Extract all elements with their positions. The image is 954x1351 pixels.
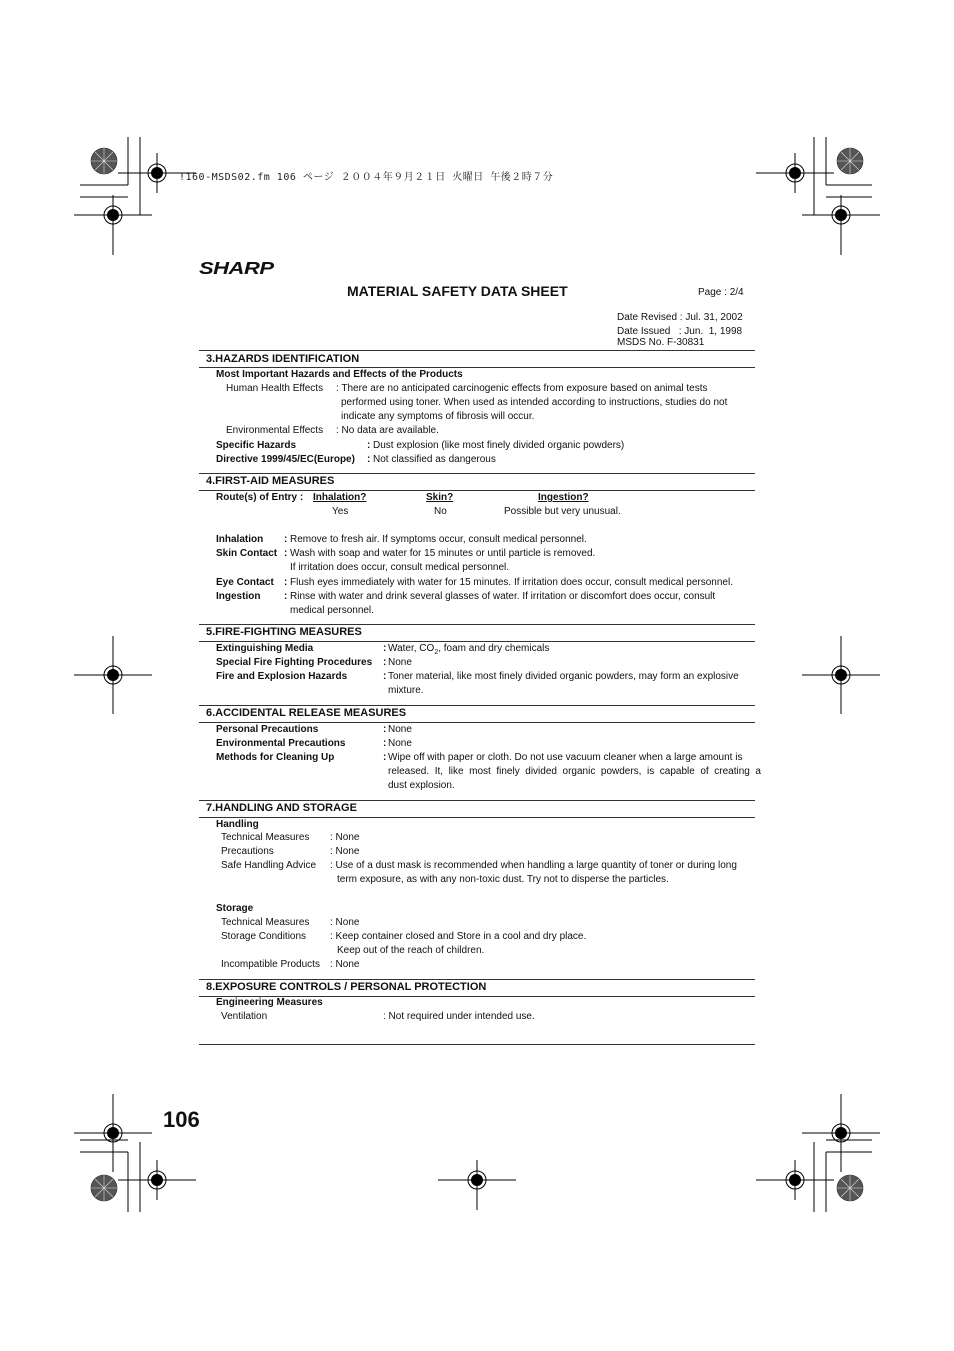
ingestion-route-value: Possible but very unusual. — [504, 506, 621, 517]
storage-subheading: Storage — [216, 903, 254, 914]
precautions-value: : None — [330, 846, 360, 857]
directive-value: Not classified as dangerous — [373, 454, 496, 465]
safe-handling-label: Safe Handling Advice — [221, 860, 317, 871]
colon: : — [284, 548, 288, 559]
env-effects-value: : No data are available. — [336, 425, 439, 436]
cleaning-methods-value: Wipe off with paper or cloth. Do not use vacuum cleaner when a large amount is — [388, 752, 743, 763]
ventilation-value: : Not required under intended use. — [383, 1011, 535, 1022]
hhe-value: indicate any symptoms of fibrosis will occur. — [341, 411, 535, 422]
colon: : — [284, 534, 288, 545]
divider — [199, 817, 755, 818]
personal-precautions-label: Personal Precautions — [216, 724, 319, 735]
colon: : — [367, 454, 371, 465]
divider — [199, 705, 755, 706]
running-header: !160-MSDS02.fm 106 ページ ２００４年９月２１日 火曜日 午後２時７分 — [179, 172, 554, 183]
hhe-value: : There are no anticipated carcinogenic effects from exposure based on animal tests — [336, 383, 708, 394]
special-procedures-label: Special Fire Fighting Procedures — [216, 657, 373, 668]
divider — [199, 979, 755, 980]
storage-conditions-value: : Keep container closed and Store in a cool and dry place. — [330, 931, 587, 942]
fire-hazards-label: Fire and Explosion Hazards — [216, 671, 348, 682]
cleaning-methods-value: released. It, like most finely divided organic powders, is capable of creating a — [388, 766, 761, 777]
skin-contact-label: Skin Contact — [216, 548, 278, 559]
directive-label: Directive 1999/45/EC(Europe) — [216, 454, 355, 465]
ingestion-value: Rinse with water and drink several glasses of water. If irritation or discomfort does occur, consult — [290, 591, 716, 602]
incompatible-products-value: : None — [330, 959, 360, 970]
colon: : — [383, 671, 387, 682]
colon: : — [383, 657, 387, 668]
inhalation-value: Remove to fresh air. If symptoms occur, consult medical personnel. — [290, 534, 587, 545]
ingestion-label: Ingestion — [216, 591, 261, 602]
ingestion-header: Ingestion? — [538, 492, 589, 503]
storage-conditions-label: Storage Conditions — [221, 931, 307, 942]
colon: : — [284, 591, 288, 602]
divider — [199, 800, 755, 801]
ingestion-value: medical personnel. — [290, 605, 374, 616]
skin-route-value: No — [434, 506, 447, 517]
specific-hazards-label: Specific Hazards — [216, 440, 297, 451]
divider — [199, 1044, 755, 1045]
precautions-label: Precautions — [221, 846, 274, 857]
storage-technical-label: Technical Measures — [221, 917, 310, 928]
eye-contact-value: Flush eyes immediately with water for 15 minutes. If irritation does occur, consult medical personnel. — [290, 577, 733, 588]
section-8-title: 8.EXPOSURE CONTROLS / PERSONAL PROTECTION — [206, 981, 487, 993]
section-6-title: 6.ACCIDENTAL RELEASE MEASURES — [206, 707, 407, 719]
handling-subheading: Handling — [216, 819, 259, 830]
divider — [199, 624, 755, 625]
msds-number: MSDS No. F-30831 — [617, 337, 705, 348]
colon: : — [383, 724, 387, 735]
skin-contact-value: If irritation does occur, consult medical personnel. — [290, 562, 509, 573]
date-issued: Date Issued : Jun. 1, 1998 — [617, 326, 743, 337]
ventilation-label: Ventilation — [221, 1011, 268, 1022]
incompatible-products-label: Incompatible Products — [221, 959, 320, 970]
storage-technical-value: : None — [330, 917, 360, 928]
s3-subheading: Most Important Hazards and Effects of the Products — [216, 369, 463, 380]
environmental-precautions-label: Environmental Precautions — [216, 738, 346, 749]
inhalation-route-value: Yes — [332, 506, 349, 517]
divider — [199, 350, 755, 351]
fire-hazards-value: mixture. — [388, 685, 424, 696]
extinguishing-value: Water, $CO_2$, foam and dry chemicals — [388, 643, 550, 656]
skin-contact-value: Wash with soap and water for 15 minutes or until particle is removed. — [290, 548, 596, 559]
document-title: MATERIAL SAFETY DATA SHEET — [347, 283, 568, 299]
inhalation-label: Inhalation — [216, 534, 264, 545]
special-procedures-value: None — [388, 657, 412, 668]
colon: : — [284, 577, 288, 588]
cleaning-methods-label: Methods for Cleaning Up — [216, 752, 335, 763]
skin-header: Skin? — [426, 492, 454, 503]
fire-hazards-value: Toner material, like most finely divided organic powders, may form an explosive — [388, 671, 739, 682]
section-4-title: 4.FIRST-AID MEASURES — [206, 475, 335, 487]
storage-conditions-value: Keep out of the reach of children. — [337, 945, 485, 956]
route-label: Route(s) of Entry : — [216, 492, 304, 503]
safe-handling-value: term exposure, as with any non-toxic dust. Try not to disperse the particles. — [337, 874, 669, 885]
safe-handling-value: : Use of a dust mask is recommended when handling a large quantity of toner or during long — [330, 860, 737, 871]
technical-measures-label: Technical Measures — [221, 832, 310, 843]
cleaning-methods-value: dust explosion. — [388, 780, 455, 791]
hhe-value: performed using toner. When used as intended according to instructions, studies do not — [341, 397, 728, 408]
eye-contact-label: Eye Contact — [216, 577, 274, 588]
engineering-subheading: Engineering Measures — [216, 997, 323, 1008]
sharp-logo: SHARP — [199, 258, 274, 278]
section-5-title: 5.FIRE-FIGHTING MEASURES — [206, 626, 362, 638]
environmental-precautions-value: None — [388, 738, 412, 749]
section-3-title: 3.HAZARDS IDENTIFICATION — [206, 353, 360, 365]
specific-hazards-value: Dust explosion (like most finely divided organic powders) — [373, 440, 625, 451]
hhe-label: Human Health Effects — [226, 383, 324, 394]
colon: : — [367, 440, 371, 451]
colon: : — [383, 752, 387, 763]
technical-measures-value: : None — [330, 832, 360, 843]
page-label: Page : 2/4 — [698, 287, 744, 298]
date-revised: Date Revised : Jul. 31, 2002 — [617, 312, 743, 323]
personal-precautions-value: None — [388, 724, 412, 735]
colon: : — [383, 643, 387, 654]
colon: : — [383, 738, 387, 749]
page-number: 106 — [163, 1107, 200, 1132]
inhalation-header: Inhalation? — [313, 492, 367, 503]
extinguishing-label: Extinguishing Media — [216, 643, 314, 654]
section-7-title: 7.HANDLING AND STORAGE — [206, 802, 357, 814]
env-effects-label: Environmental Effects — [226, 425, 324, 436]
divider — [199, 473, 755, 474]
